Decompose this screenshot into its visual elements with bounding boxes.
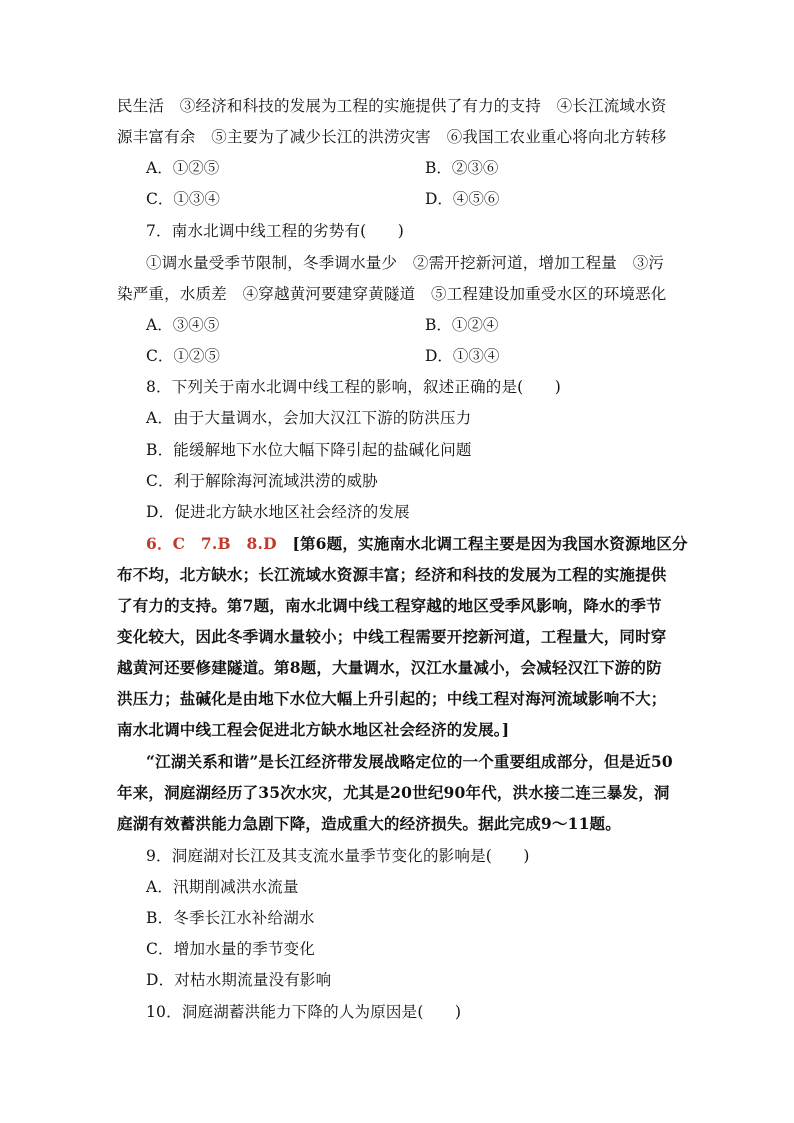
q7-option-c: C．①②⑤ — [146, 347, 220, 365]
answer-line-4: 变化较大，因此冬季调水量较小；中线工程需要开挖新河道，工程量大，同时穿 — [117, 627, 667, 646]
q6-option-c: C．①③④ — [146, 190, 220, 208]
answer-line-2: 布不均，北方缺水；长江流域水资源丰富；经济和科技的发展为工程的实施提供 — [117, 565, 667, 584]
q7-statement-line-2: 染严重，水质差 ④穿越黄河要建穿黄隧道 ⑤工程建设加重受水区的环境恶化 — [117, 285, 667, 303]
passage-line-1: “江湖关系和谐”是长江经济带发展战略定位的一个重要组成部分，但是近50 — [146, 752, 673, 771]
passage-line-2: 年来，洞庭湖经历了35次水灾，尤其是20世纪90年代，洪水接二连三暴发，洞 — [117, 783, 670, 802]
q6-continuation-line-1: 民生活 ③经济和科技的发展为工程的实施提供了有力的支持 ④长江流域水资 — [117, 97, 667, 115]
answer-line-6: 洪压力；盐碱化是由地下水位大幅上升引起的；中线工程对海河流域影响不大； — [117, 689, 667, 708]
answer-line-1 — [146, 533, 712, 555]
q6-continuation-line-2: 源丰富有余 ⑤主要为了减少长江的洪涝灾害 ⑥我国工农业重心将向北方转移 — [117, 128, 667, 146]
q10-stem: 10．洞庭湖蓄洪能力下降的人为原因是( ) — [146, 1003, 462, 1021]
answer-explanation-start: [第6题，实施南水北调工程主要是因为我国水资源地区分 — [292, 534, 688, 553]
q8-option-c: C．利于解除海河流域洪涝的威胁 — [146, 472, 378, 490]
answer-line-5: 越黄河还要修建隧道。第8题，大量调水，汉江水量减小，会减轻汉江下游的防 — [117, 658, 662, 677]
q7-option-d: D．①③④ — [425, 347, 500, 365]
q9-option-b: B．冬季长江水补给湖水 — [146, 909, 315, 927]
q9-stem: 9．洞庭湖对长江及其支流水量季节变化的影响是( ) — [146, 847, 530, 865]
q7-stem: 7．南水北调中线工程的劣势有( ) — [146, 222, 405, 240]
q6-option-b: B．②③⑥ — [425, 159, 499, 177]
q8-option-a: A．由于大量调水，会加大汉江下游的防洪压力 — [146, 409, 472, 427]
answer-line-3: 了有力的支持。第7题，南水北调中线工程穿越的地区受季风影响，降水的季节 — [117, 596, 662, 615]
q8-option-b: B．能缓解地下水位大幅下降引起的盐碱化问题 — [146, 441, 472, 459]
q8-stem: 8．下列关于南水北调中线工程的影响，叙述正确的是( ) — [146, 378, 562, 396]
answer-keys: 6．C 7.B 8.D — [146, 534, 277, 553]
passage-line-3: 庭湖有效蓄洪能力急剧下降，造成重大的经济损失。据此完成9～11题。 — [117, 814, 621, 833]
q9-option-a: A．汛期削减洪水流量 — [146, 878, 299, 896]
q7-option-a: A．③④⑤ — [146, 316, 220, 334]
q7-statement-line-1: ①调水量受季节限制，冬季调水量少 ②需开挖新河道，增加工程量 ③污 — [146, 254, 665, 272]
q9-option-c: C．增加水量的季节变化 — [146, 940, 316, 958]
q9-option-d: D．对枯水期流量没有影响 — [146, 971, 332, 989]
q6-option-d: D．④⑤⑥ — [425, 190, 500, 208]
q7-option-b: B．①②④ — [425, 316, 499, 334]
q6-option-a: A．①②⑤ — [146, 159, 220, 177]
q8-option-d: D．促进北方缺水地区社会经济的发展 — [146, 503, 410, 521]
answer-line-7: 南水北调中线工程会促进北方缺水地区社会经济的发展。] — [117, 720, 510, 739]
